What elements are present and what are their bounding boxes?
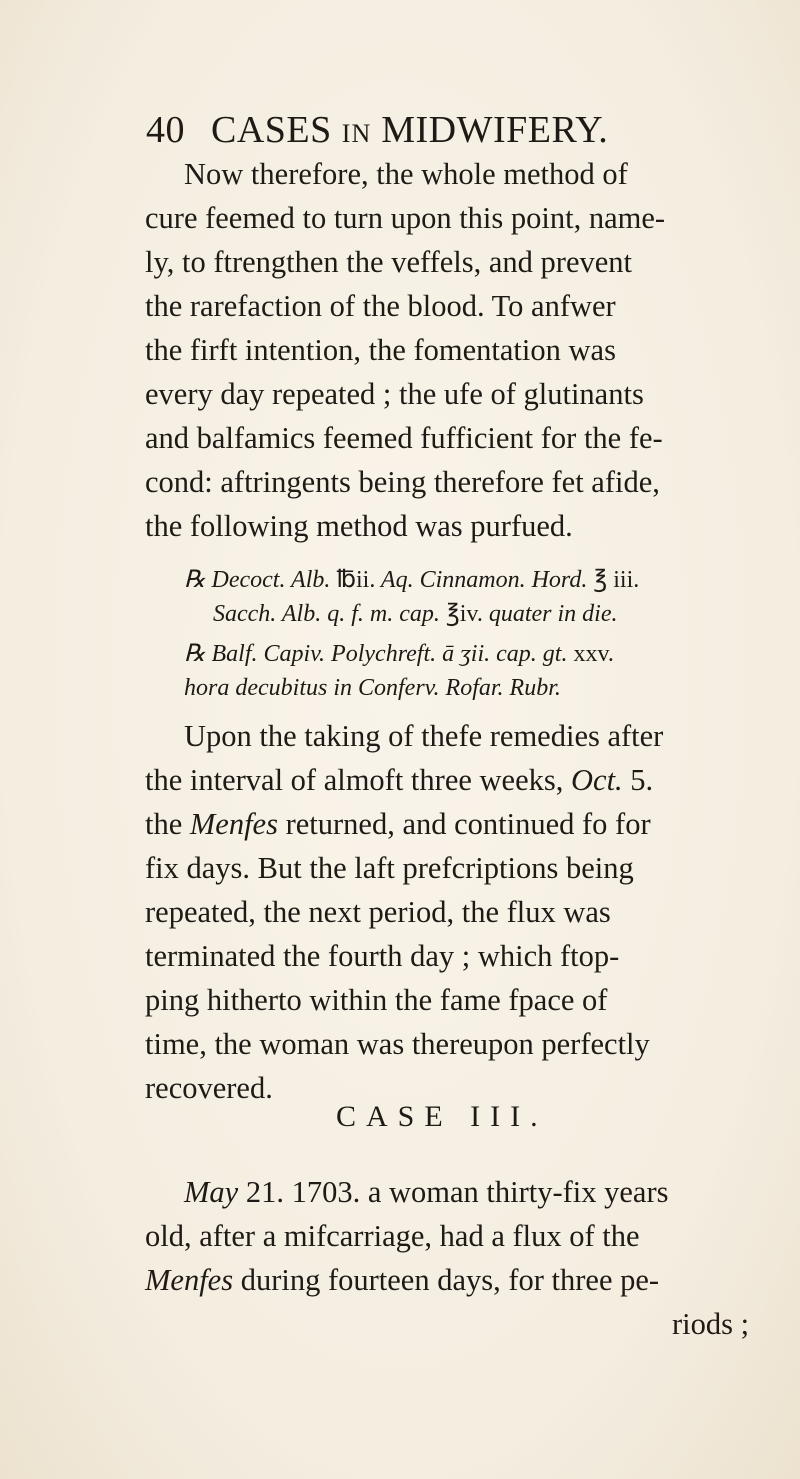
para2-line: terminated the fourth day ; which ftop- <box>145 939 620 973</box>
para1-line: the firft intention, the fomentation was <box>145 333 616 367</box>
recipe-text: Aq. Cinnamon. Hord. <box>380 567 588 593</box>
recipe1-line2 <box>213 600 618 628</box>
running-title-midwifery: MIDWIFERY. <box>381 109 609 151</box>
running-title-in: IN <box>341 119 372 148</box>
para2-text: returned, and continued fo for <box>285 807 651 841</box>
recipe2-line1 <box>184 640 614 668</box>
para1-line: every day repeated ; the ufe of glutinants <box>145 377 644 411</box>
recipe-text: xxv. <box>573 641 614 667</box>
para2-line: ping hitherto within the fame fpace of <box>145 983 608 1017</box>
para1-line: the following method was purfued. <box>145 509 573 543</box>
para3-line <box>145 1258 659 1302</box>
recipe-text: ℥ iii. <box>593 567 640 593</box>
para2-line: fix days. But the laft prefcriptions being <box>145 851 634 885</box>
para3-text: during fourteen days, for three pe- <box>240 1263 660 1297</box>
recipe1-line1 <box>184 566 639 594</box>
para1-line: cure feemed to turn upon this point, name- <box>145 201 666 235</box>
para3-line <box>184 1170 669 1214</box>
para1-line: the rarefaction of the blood. To anfwer <box>145 289 616 323</box>
para3-line: riods ; <box>672 1307 750 1341</box>
para1-line: ly, to ftrengthen the veffels, and prevent <box>145 245 632 279</box>
para2-line: Upon the taking of thefe remedies after <box>184 719 664 753</box>
para2-line <box>145 758 653 802</box>
para2-text: 5. <box>630 763 654 797</box>
para1-line: and balfamics feemed fufficient for the fe- <box>145 421 663 455</box>
para3-line: old, after a mifcarriage, had a flux of the <box>145 1219 640 1253</box>
recipe-text: Sacch. Alb. q. f. m. cap. <box>213 601 440 627</box>
para2-line: recovered. <box>145 1071 273 1105</box>
page-number: 40 <box>146 109 185 151</box>
running-head <box>146 108 786 152</box>
case-heading: CASE III. <box>336 1100 548 1133</box>
para1-line: cond: aftringents being therefore fet afide, <box>145 465 660 499</box>
running-title-cases: CASES <box>211 109 332 151</box>
recipe-text: ā ʒii. <box>442 641 491 667</box>
para2-text: Oct. <box>571 763 623 797</box>
para3-text: 21. 1703. a woman thirty-fix years <box>245 1175 669 1209</box>
para2-text: Menfes <box>189 807 278 841</box>
para2-line: time, the woman was thereupon perfectly <box>145 1027 650 1061</box>
para1-line: Now therefore, the whole method of <box>184 157 628 191</box>
recipe-text: ℞ Decoct. Alb. <box>184 567 331 593</box>
recipe-text: ℞ Balf. Capiv. Polychreft. <box>184 641 437 667</box>
para3-text: Menfes <box>145 1263 234 1297</box>
para2-text: the interval of almoft three weeks, <box>145 763 564 797</box>
recipe-text: quater in die. <box>488 601 618 627</box>
para2-line <box>145 802 651 846</box>
recipe-text: ℥iv. <box>445 601 483 627</box>
recipe-text: cap. gt. <box>496 641 568 667</box>
para2-line: repeated, the next period, the flux was <box>145 895 611 929</box>
recipe-text: ℔ii. <box>336 567 376 593</box>
para2-text: the <box>145 807 183 841</box>
recipe2-line2: hora decubitus in Conferv. Rofar. Rubr. <box>184 675 561 701</box>
para3-text: May <box>184 1175 239 1209</box>
